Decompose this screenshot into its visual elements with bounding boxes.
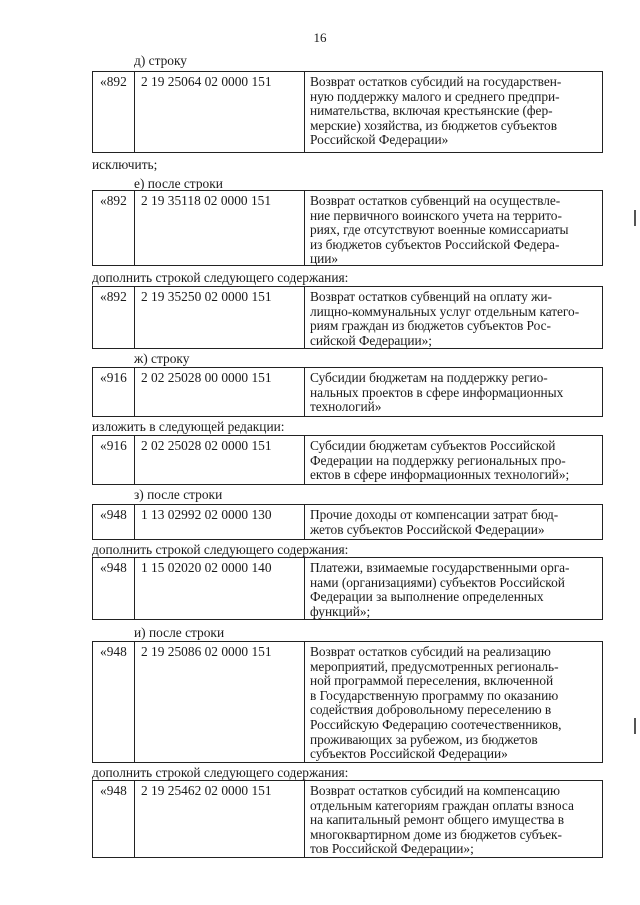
instruction-add-line: дополнить строкой следующего содержания:	[92, 765, 349, 780]
description-cell: Субсидии бюджетам субъектов Российской Федерации на поддержку региональных про- ектов в сфере информационных технологий»;	[310, 438, 570, 483]
description-cell: Возврат остатков субвенций на осуществле- ние первичного воинского учета на террито- риях, где отсутствуют военные комиссариаты из бюджетов субъектов Российской Федера- ции»	[310, 193, 569, 267]
instruction-e-after-line: е) после строки	[134, 176, 223, 191]
description-cell: Возврат остатков субсидий на реализацию мероприятий, предусмотренных региональ- ной программой переселения, включенной в Государственную программу по оказанию содействия добровольному переселению в Российскую Федерацию соотечественников, проживающих за рубежом, из бюджетов субъектов Российской Федерации»	[310, 644, 562, 762]
table-row	[92, 71, 603, 153]
code-cell: «948	[93, 781, 135, 857]
code-cell: «892	[93, 72, 135, 152]
kbk-cell: 2 19 25064 02 0000 151	[135, 72, 305, 152]
instruction-zh-line: ж) строку	[134, 351, 190, 366]
kbk-cell: 2 02 25028 02 0000 151	[135, 436, 305, 484]
table-row	[92, 504, 603, 540]
instruction-i-after-line: и) после строки	[134, 625, 225, 640]
kbk-cell: 2 19 25086 02 0000 151	[135, 642, 305, 762]
code-cell: «948	[93, 505, 135, 539]
instruction-revise: изложить в следующей редакции:	[92, 419, 285, 434]
kbk-cell: 2 02 25028 00 0000 151	[135, 368, 305, 416]
scan-mark	[634, 718, 636, 734]
instruction-add-line: дополнить строкой следующего содержания:	[92, 270, 349, 285]
kbk-cell: 2 19 35250 02 0000 151	[135, 287, 305, 348]
instruction-add-line: дополнить строкой следующего содержания:	[92, 542, 349, 557]
code-cell: «892	[93, 191, 135, 265]
instruction-z-after-line: з) после строки	[134, 487, 223, 502]
description-cell: Платежи, взимаемые государственными орга- нами (организациями) субъектов Российской Федерации за выполнение определенных функций»;	[310, 560, 570, 619]
code-cell: «916	[93, 436, 135, 484]
table-row	[92, 286, 603, 349]
code-cell: «948	[93, 558, 135, 619]
description-cell: Субсидии бюджетам на поддержку регио- нальных проектов в сфере информационных технологий»	[310, 370, 564, 415]
instruction-d-line: д) строку	[134, 53, 187, 68]
kbk-cell: 1 15 02020 02 0000 140	[135, 558, 305, 619]
kbk-cell: 2 19 35118 02 0000 151	[135, 191, 305, 265]
kbk-cell: 2 19 25462 02 0000 151	[135, 781, 305, 857]
scan-mark	[634, 210, 636, 226]
description-cell: Прочие доходы от компенсации затрат бюд- жетов субъектов Российской Федерации»	[310, 507, 559, 537]
description-cell: Возврат остатков субвенций на оплату жи- лищно-коммунальных услуг отдельным катего- риям граждан из бюджетов субъектов Рос- сийской Федерации»;	[310, 289, 580, 348]
description-cell: Возврат остатков субсидий на компенсацию отдельным категориям граждан оплаты взноса на капитальный ремонт общего имущества в многоквартирном доме из бюджетов субъек- тов Российской Федерации»;	[310, 783, 574, 857]
table-row	[92, 435, 603, 485]
code-cell: «916	[93, 368, 135, 416]
instruction-exclude: исключить;	[92, 157, 158, 172]
description-cell: Возврат остатков субсидий на государствен- ную поддержку малого и среднего предпри- нимательства, включая крестьянские (фер- мерские) хозяйства, из бюджетов субъектов Российской Федерации»	[310, 74, 562, 148]
table-row	[92, 557, 603, 620]
code-cell: «948	[93, 642, 135, 762]
code-cell: «892	[93, 287, 135, 348]
table-row	[92, 780, 603, 858]
page-number: 16	[313, 30, 327, 45]
table-row	[92, 641, 603, 763]
table-row	[92, 367, 603, 417]
table-row	[92, 190, 603, 266]
kbk-cell: 1 13 02992 02 0000 130	[135, 505, 305, 539]
